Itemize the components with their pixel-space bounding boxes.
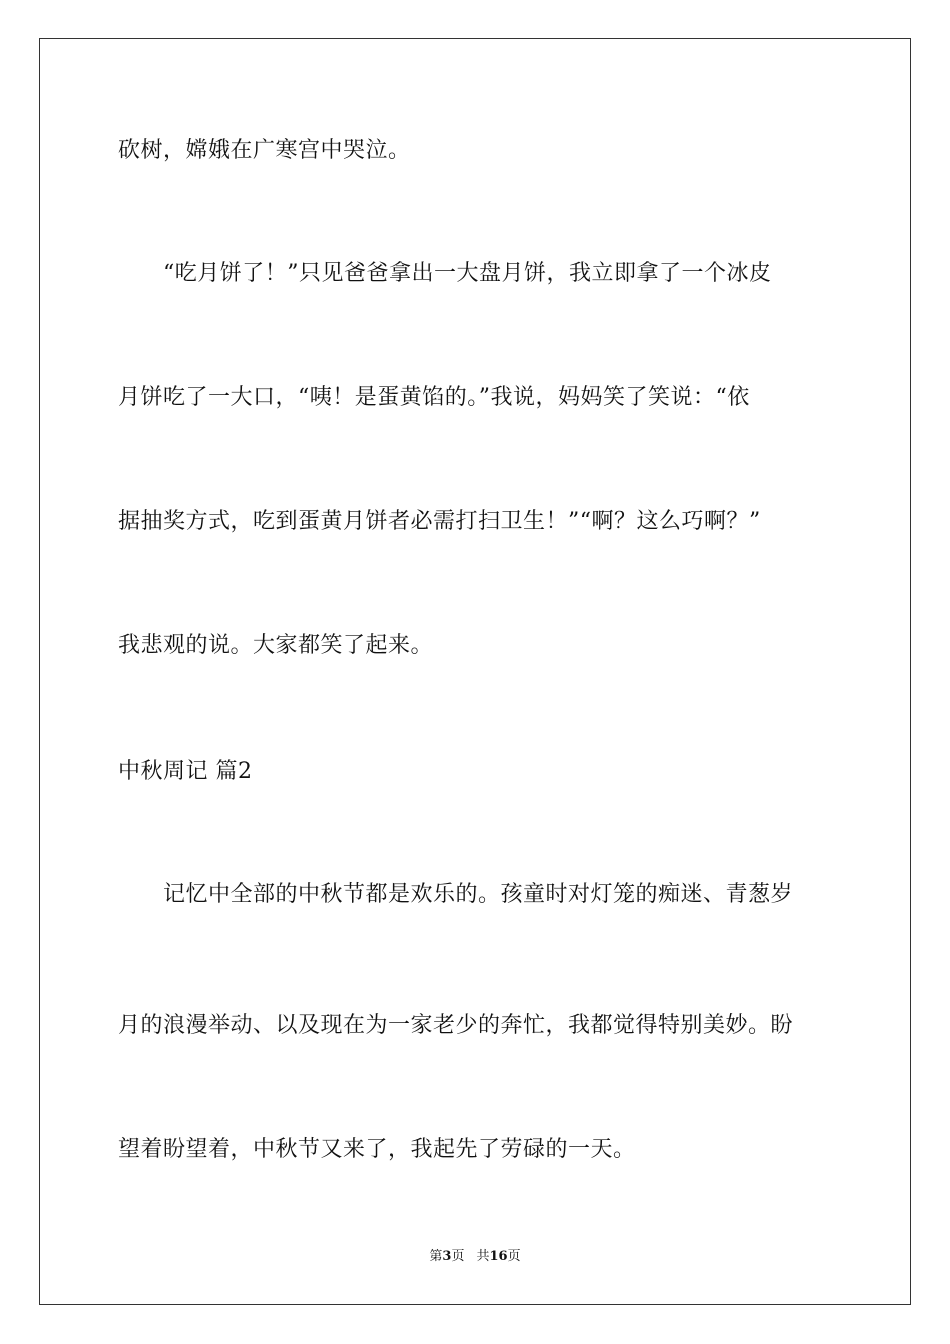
paragraph-line: “吃月饼了！”只见爸爸拿出一大盘月饼，我立即拿了一个冰皮 [163,261,772,286]
paragraph-line: 月的浪漫举动、以及现在为一家老少的奔忙，我都觉得特别美妙。盼 [118,1013,794,1038]
paragraph-line: 我悲观的说。大家都笑了起来。 [118,633,434,658]
section-heading: 中秋周记 篇2 [118,759,253,784]
page-border [39,38,911,1305]
paragraph-line: 据抽奖方式，吃到蛋黄月饼者必需打扫卫生！”“啊？这么巧啊？” [118,509,761,534]
paragraph-line: 月饼吃了一大口，“咦！是蛋黄馅的。”我说，妈妈笑了笑说：“依 [118,385,750,410]
total-prefix: 共 [476,1249,490,1264]
page-footer [0,1248,950,1266]
total-pages: 16 [489,1249,508,1264]
paragraph-line: 砍树，嫦娥在广寒宫中哭泣。 [118,138,411,163]
paragraph-line: 望着盼望着，中秋节又来了，我起先了劳碌的一天。 [118,1137,636,1162]
page-number: 3 [442,1249,452,1264]
page-prefix: 第 [429,1249,443,1264]
total-suffix: 页 [507,1249,521,1264]
page-suffix: 页 [451,1249,465,1264]
paragraph-line: 记忆中全部的中秋节都是欢乐的。孩童时对灯笼的痴迷、青葱岁 [163,882,794,907]
